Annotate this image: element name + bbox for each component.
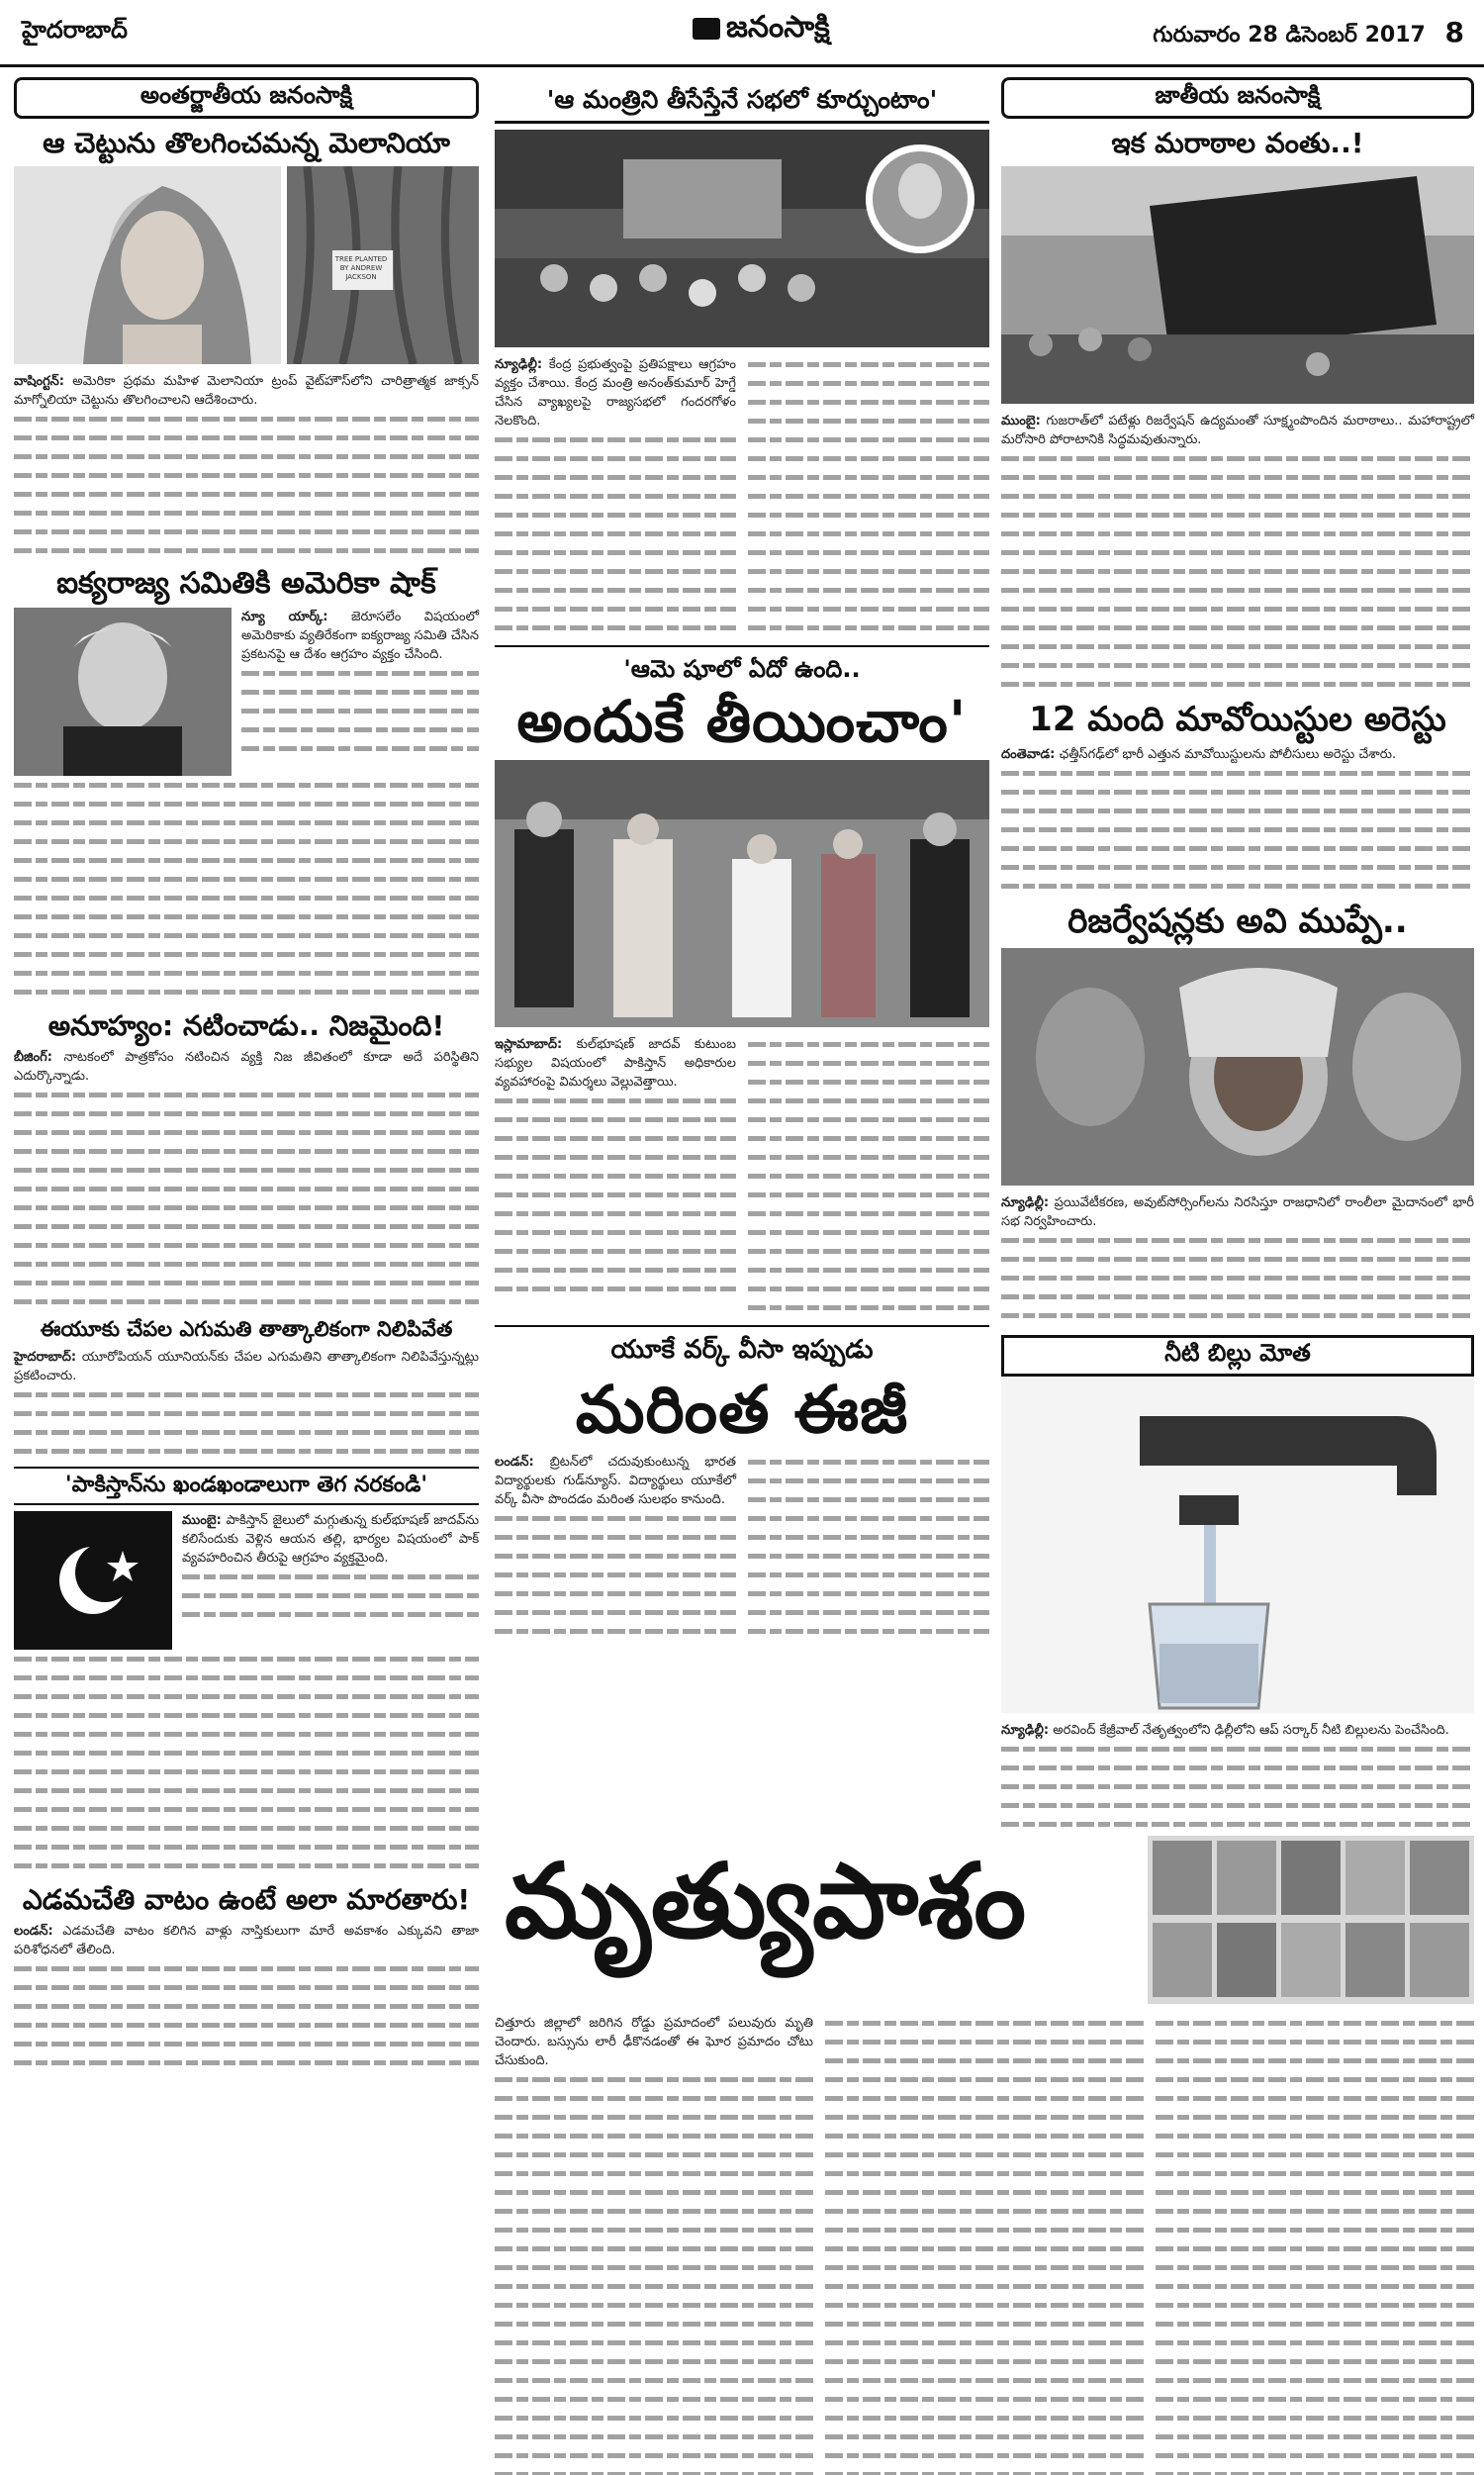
headline-reservations: రిజర్వేషన్లకు అవి ముప్పే.. — [1067, 902, 1408, 942]
headline-minister: 'ఆ మంత్రిని తీసేస్తేనే సభలో కూర్చుంటాం' — [495, 85, 989, 124]
article-death-trap — [495, 2014, 1474, 2475]
headline-left-handed: ఎడమచేతి వాటం ఉంటే అలా మారతారు! — [22, 1882, 471, 1916]
article-body: యూరోపియన్ యూనియన్‌కు చేపల ఎగుమతిని తాత్కాలికంగా నిలిపివేస్తున్నట్లు ప్రకటించారు. — [14, 1350, 480, 1384]
article-maoists — [1001, 745, 1474, 896]
photo-melania — [14, 166, 281, 364]
dateline: దంతెవాడ: — [1001, 747, 1056, 763]
right-column — [1001, 77, 1474, 1834]
dateline: లండన్: — [14, 1924, 53, 1940]
article-body: ఛత్తీస్‌గఢ్‌లో భారీ ఎత్తున మావోయిస్టులను పోలీసులు అరెస్టు చేశారు. — [1059, 747, 1397, 763]
article-maratha — [1001, 412, 1474, 694]
headline-visa-1: యూకే వర్క్ వీసా ఇప్పుడు — [610, 1335, 874, 1366]
dateline: న్యూఢిల్లీ: — [495, 357, 543, 372]
photo-parliament — [495, 130, 989, 347]
article-left-handed — [14, 1922, 479, 2072]
article-body: అరవింద్ కేజ్రీవాల్ నేతృత్వంలోని ఢిల్లీలోని ఆప్ సర్కార్ నీటి బిల్లులను పెంచేసింది. — [1053, 1723, 1449, 1739]
headline-melania: ఆ చెట్టును తొలగించమన్న మెలానియా — [43, 127, 450, 159]
middle-column — [495, 77, 989, 1641]
dateline: లండన్: — [495, 1454, 534, 1470]
headline-maratha: ఇక మరాఠాల వంతు..! — [1111, 127, 1364, 159]
article-un — [14, 608, 479, 776]
article-melania — [14, 372, 479, 560]
section-international: అంతర్జాతీయ జనంసాక్షి — [14, 77, 479, 119]
issue-date — [1153, 16, 1464, 52]
dateline: న్యూఢిల్లీ: — [1001, 1723, 1050, 1739]
headline-shoe-1: 'ఆమె షూలో ఏదో ఉంది.. — [623, 655, 861, 683]
headline-visa-2: మరింత ఈజీ — [575, 1371, 909, 1448]
photo-maratha-rally — [1001, 166, 1474, 404]
page-number: 8 — [1444, 16, 1464, 48]
article-reservations — [1001, 1193, 1474, 1325]
death-trap-spread — [495, 1836, 1474, 2475]
photo-tree — [287, 166, 479, 364]
dateline: బీజింగ్: — [14, 1050, 52, 1066]
headline-un-shock: ఐక్యరాజ్య సమితికి అమెరికా షాక్ — [56, 565, 436, 601]
article-body: కేంద్ర ప్రభుత్వంపై ప్రతిపక్షాలు ఆగ్రహం వ్యక్తం చేశాయి. కేంద్ర మంత్రి అనంత్‌కుమార్ హెగ్డే చేసిన వ్యాఖ్యలపై రాజ్యసభలో గందరగోళం నెలకొంది. — [495, 357, 736, 428]
article-body: బ్రిటన్‌లో చదువుకుంటున్న భారత విద్యార్థులకు గుడ్‌న్యూస్. విద్యార్థులు యూకేలో వర్క్ వీసా పొందడం మరింత సులభం కానుంది. — [495, 1454, 736, 1507]
section-national: జాతీయ జనంసాక్షి — [1001, 77, 1474, 119]
dateline: హైదరాబాద్: — [14, 1350, 77, 1366]
melania-photos — [14, 166, 479, 364]
article-visa — [495, 1453, 989, 1641]
dateline: ముంబై: — [1001, 413, 1041, 428]
article-body: పాకిస్తాన్ జైలులో మగ్గుతున్న కుల్‌భూషణ్ జాదవ్‌ను కలిసేందుకు వెళ్లిన ఆయన తల్లి, భార్యల విషయంలో పాక్ వ్యవహరించిన తీరుపై ఆగ్రహం వ్యక్తమైంది. — [182, 1512, 479, 1566]
article-fish — [14, 1348, 479, 1461]
article-pakistan-text — [182, 1511, 479, 1650]
logo-icon — [693, 18, 720, 40]
paper-name: జనంసాక్షి — [726, 10, 830, 45]
headline-death-trap: మృత్యుపాశం — [505, 1841, 1027, 1961]
dateline: ముంబై: — [182, 1512, 222, 1528]
photo-trump — [14, 608, 232, 776]
article-body: గుజరాత్‌లో పటేళ్లు రిజర్వేషన్ ఉద్యమంతో సూక్ష్మంపొందిన మరాఠాలు.. మహారాష్ట్రలో మరోసారి పోరాటానికి సిద్ధమవుతున్నారు. — [1001, 413, 1475, 447]
article-un-text — [241, 608, 479, 776]
article-water-bill — [1001, 1721, 1474, 1834]
headline-shoe-2: అందుకే తీయించాం' — [516, 687, 968, 755]
article-pakistan — [14, 1511, 479, 1650]
article-shoe — [495, 1035, 989, 1317]
paper-logo — [693, 10, 830, 51]
article-minister — [495, 355, 989, 637]
headline-fish-export: ఈయూకు చేపల ఎగుమతి తాత్కాలికంగా నిలిపివేత — [40, 1317, 453, 1342]
photo-pak-flag — [14, 1511, 172, 1650]
date-text: గురువారం 28 డిసెంబర్ 2017 — [1153, 23, 1426, 48]
headline-maoists: 12 మంది మావోయిస్టుల అరెస్టు — [1029, 699, 1446, 739]
article-un-continued — [14, 776, 479, 1001]
article-body: అమెరికా ప్రథమ మహిళ మెలానియా ట్రంప్ వైట్‌హౌస్‌లోని చారిత్రాత్మక జాక్సన్ మాగ్నోలియా చెట్టును తొలగించాలని ఆదేశించారు. — [14, 373, 479, 408]
article-body: నాటకంలో పాత్రకోసం నటించిన వ్యక్తి నిజ జీవితంలో కూడా అదే పరిస్థితిని ఎదుర్కొన్నాడు. — [14, 1050, 479, 1085]
article-body: జెరూసలేం విషయంలో అమెరికాకు వ్యతిరేకంగా ఐక్యరాజ్య సమితి చేసిన ప్రకటనపై ఆ దేశం ఆగ్రహం వ్యక్తం చేసింది. — [241, 609, 479, 662]
article-actor — [14, 1048, 479, 1311]
city-label: హైదరాబాద్ — [22, 16, 128, 44]
dateline: న్యూ యార్క్: — [241, 609, 328, 624]
article-body: ప్రయివేటీకరణ, అవుట్‌సోర్సింగ్‌లను నిరసిస్తూ రాజధానిలో రాంలీలా మైదానంలో భారీ సభ నిర్వహించారు. — [1001, 1195, 1474, 1230]
photo-protest-women — [1001, 948, 1474, 1186]
tree-plaque-text: TREE PLANTED BY ANDREW JACKSON — [334, 254, 388, 281]
masthead — [0, 0, 1484, 67]
left-column — [14, 77, 479, 2072]
headline-actor: అనూహ్యం: నటించాడు.. నిజమైంది! — [47, 1008, 445, 1042]
photo-jadhav-family — [495, 760, 989, 1027]
photo-victims — [1148, 1836, 1474, 2004]
dateline: న్యూఢిల్లీ: — [1001, 1195, 1050, 1211]
photo-water-tap — [1001, 1377, 1474, 1713]
dateline: ఇస్లామాబాద్: — [495, 1037, 563, 1053]
article-body: చిత్తూరు జిల్లాలో జరిగిన రోడ్డు ప్రమాదంలో పలువురు మృతి చెందారు. బస్సును లారీ ఢీకొనడంతో ఈ ఘోర ప్రమాదం చోటు చేసుకుంది. — [495, 2016, 813, 2068]
article-pakistan-continued — [14, 1650, 479, 1875]
dateline: వాషింగ్టన్: — [14, 373, 64, 389]
article-body: కుల్‌భూషణ్ జాదవ్ కుటుంబ సభ్యుల విషయంలో పాకిస్తాన్ అధికారుల వ్యవహారంపై విమర్శలు వెల్లువెత్తాయి. — [495, 1037, 736, 1091]
headline-water-bill: నీటి బిల్లు మోత — [1001, 1335, 1474, 1377]
article-body: ఎడమచేతి వాటం కలిగిన వాళ్లు నాస్తికులుగా మారే అవకాశం ఎక్కువని తాజా పరిశోధనలో తేలింది. — [14, 1924, 479, 1958]
headline-pakistan: 'పాకిస్తాన్‌ను ఖండఖండాలుగా తెగ నరకండి' — [14, 1467, 479, 1504]
